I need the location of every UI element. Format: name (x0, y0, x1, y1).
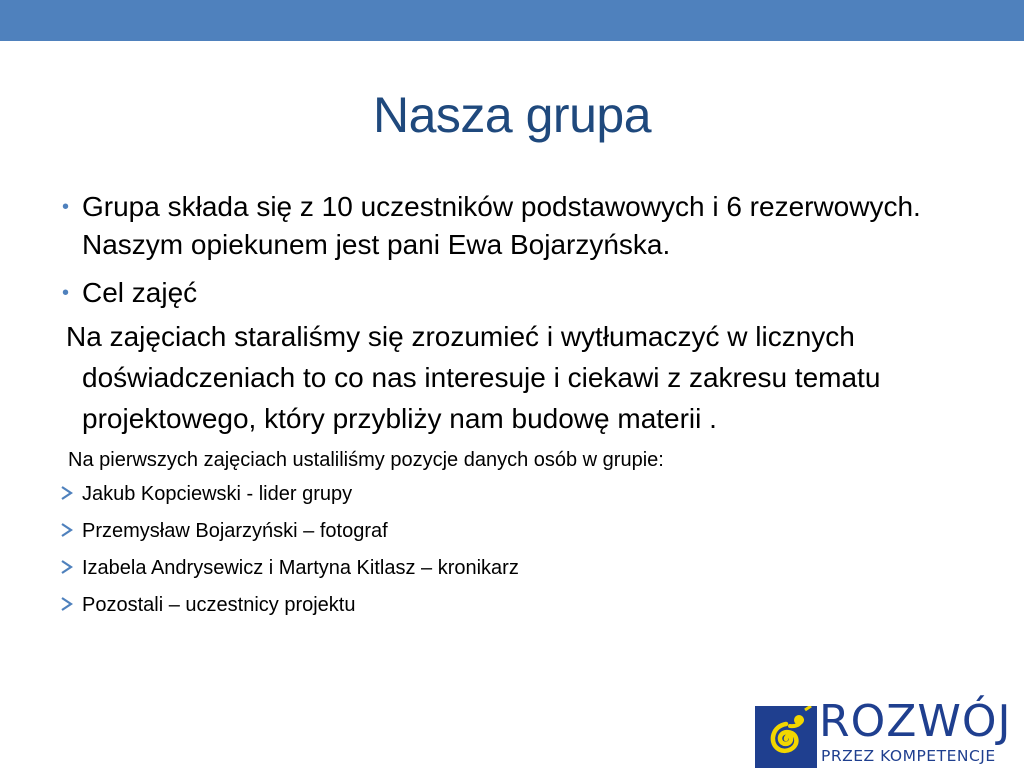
role-text: Przemysław Bojarzyński – fotograf (82, 520, 388, 542)
roles-intro: Na pierwszych zajęciach ustaliliśmy pozycje danych osób w grupie: (68, 449, 664, 471)
arrow-bullet-icon (60, 559, 74, 575)
role-item (56, 555, 966, 581)
goal-paragraph: Na zajęciach staraliśmy się zrozumieć i wytłumaczyć w licznych doświadczeniach to co nas interesuje i ciekawi z zakresu tematu projektowego, który przybliży nam budowę materii . (66, 321, 881, 434)
logo-tagline: PRZEZ KOMPETENCJE (821, 747, 996, 765)
role-text: Izabela Andrysewicz i Martyna Kitlasz – kronikarz (82, 557, 519, 579)
arrow-bullet-icon (60, 596, 74, 612)
role-text: Jakub Kopciewski - lider grupy (82, 483, 353, 505)
bullet-dot-icon: • (62, 196, 70, 218)
slide-title: Nasza grupa (373, 87, 651, 143)
role-text: Pozostali – uczestnicy projektu (82, 594, 356, 616)
arrow-bullet-icon (60, 485, 74, 501)
bullet-dot-icon: • (62, 282, 70, 304)
spiral-logo-icon (755, 706, 817, 768)
arrow-bullet-icon (60, 522, 74, 538)
top-accent-bar (0, 0, 1024, 41)
role-item (56, 518, 966, 544)
rozwoj-logo (755, 696, 1024, 768)
bullet-text: Grupa składa się z 10 uczestników podstawowych i 6 rezerwowych. Naszym opiekunem jest pani Ewa Bojarzyńska. (82, 191, 921, 260)
bullet-item (56, 274, 966, 312)
bullet-text: Cel zajęć (82, 277, 198, 308)
role-item (56, 592, 966, 618)
bullet-item (56, 188, 966, 264)
logo-wordmark: ROZWÓJ (819, 696, 1012, 747)
role-item (56, 481, 966, 507)
slide-content (56, 188, 966, 629)
